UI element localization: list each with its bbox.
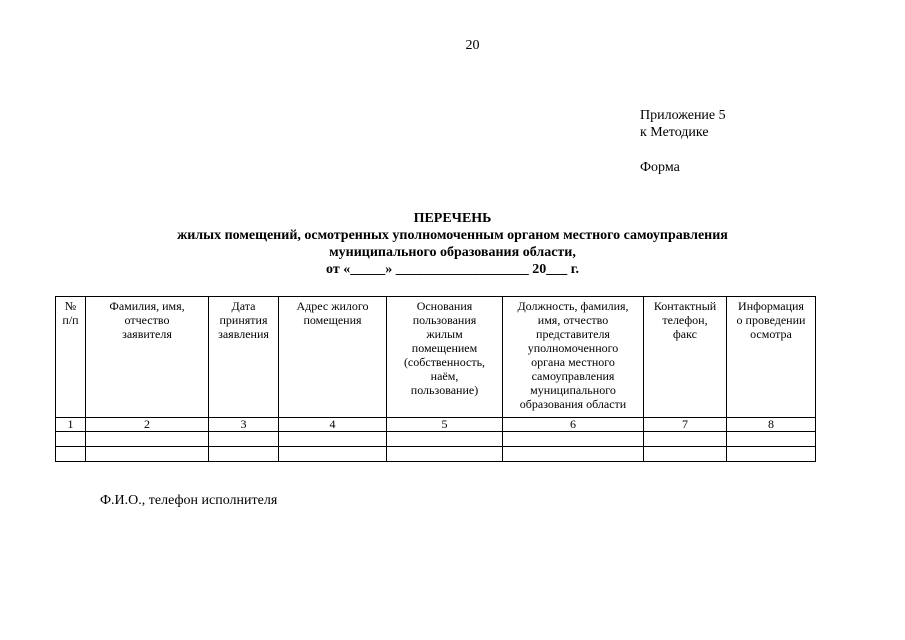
column-number-cell: 6 [503,418,644,432]
table-cell [56,447,86,462]
form-label: Форма [640,160,680,175]
header-cell-applicant-name: Фамилия, имя, отчество заявителя [86,297,209,418]
table-cell [503,447,644,462]
column-number-cell: 3 [209,418,279,432]
table-cell [279,447,387,462]
header-cell-inspection-info: Информация о проведении осмотра [727,297,816,418]
appendix-line-2: к Методике [640,125,709,140]
document-title [60,210,845,278]
table-cell [279,432,387,447]
header-cell-number: № п/п [56,297,86,418]
header-cell-contact-phone: Контактный телефон, факс [644,297,727,418]
column-number-row [56,418,816,432]
table-cell [644,432,727,447]
title-line-3: муниципального образования области, [329,245,576,260]
page-number: 20 [465,38,480,53]
title-line-4: от «_____» ___________________ 20___ г. [326,262,579,277]
column-number-cell: 7 [644,418,727,432]
header-cell-address: Адрес жилого помещения [279,297,387,418]
table-cell [503,432,644,447]
table-row [56,432,816,447]
title-line-2: жилых помещений, осмотренных уполномоченным органом местного самоуправления [177,228,728,243]
column-number-cell: 8 [727,418,816,432]
list-table [55,296,816,462]
header-cell-representative: Должность, фамилия, имя, отчество представителя уполномоченного органа местного самоуправления муниципального образования области [503,297,644,418]
table-cell [727,447,816,462]
table-cell [56,432,86,447]
table-cell [86,432,209,447]
title-line-1: ПЕРЕЧЕНЬ [413,211,492,226]
column-number-cell: 4 [279,418,387,432]
header-cell-application-date: Дата принятия заявления [209,297,279,418]
column-number-cell: 1 [56,418,86,432]
table-cell [387,447,503,462]
appendix-reference [640,107,726,141]
header-cell-usage-basis: Основания пользования жилым помещением (собственность, наём, пользование) [387,297,503,418]
appendix-line-1: Приложение 5 [640,108,726,123]
table-cell [86,447,209,462]
executor-line: Ф.И.О., телефон исполнителя [100,493,278,508]
column-number-cell: 5 [387,418,503,432]
list-table-container [55,296,815,462]
table-cell [209,432,279,447]
table-row [56,447,816,462]
table-cell [209,447,279,462]
table-cell [644,447,727,462]
column-number-cell: 2 [86,418,209,432]
table-cell [727,432,816,447]
table-cell [387,432,503,447]
header-row [56,297,816,418]
